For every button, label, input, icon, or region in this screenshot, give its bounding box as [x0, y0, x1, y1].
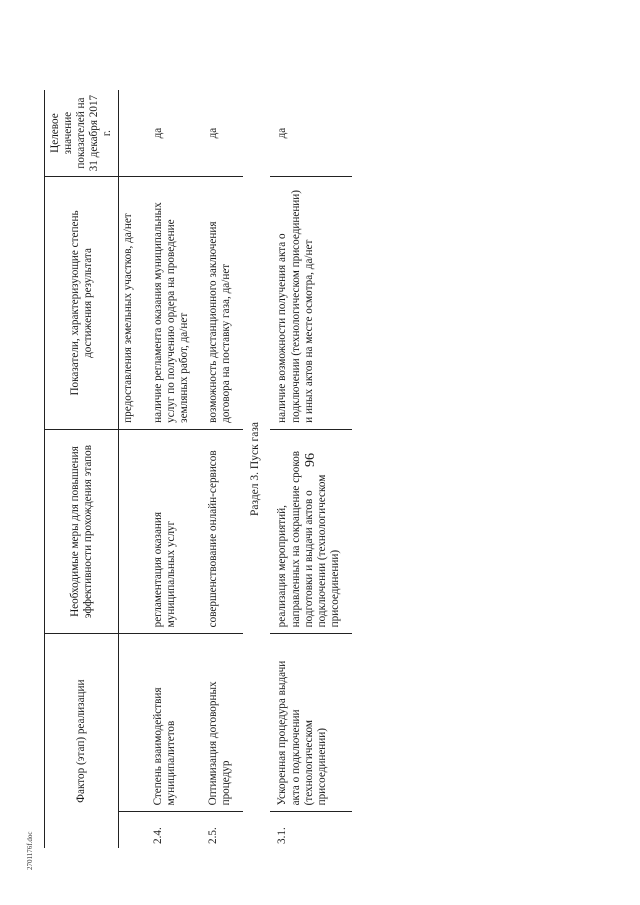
cell-measure: регламентация оказания муниципальных услуг [146, 429, 201, 634]
cell-measure: совершенствование онлайн-сервисов [201, 429, 243, 634]
cell-target [119, 90, 146, 177]
table-row-continuation [119, 90, 146, 848]
cell-indicator: возможность дистанционного заключения договора на поставку газа, да/нет [201, 177, 243, 430]
rotated-table-container [44, 90, 434, 848]
cell-target: да [146, 90, 201, 177]
cell-factor: Степень взаимодействия муниципалитетов [146, 634, 201, 812]
cell-factor: Оптимизация договорных процедур [201, 634, 243, 812]
header-target: Целевое значение показателей на 31 декабря 2017 г. [45, 90, 119, 177]
cell-factor [119, 634, 146, 812]
table-row [270, 90, 351, 848]
cell-target: да [270, 90, 351, 177]
cell-target: да [201, 90, 243, 177]
cell-indicator: наличие регламента оказания муниципальных услуг по получению ордера на проведение земляных работ, да/нет [146, 177, 201, 430]
measures-table [44, 90, 352, 848]
header-measures: Необходимые меры для повышения эффективности прохождения этапов [45, 429, 119, 634]
header-indicators: Показатели, характеризующие степень достижения результата [45, 177, 119, 430]
cell-num [119, 812, 146, 848]
table-row [201, 90, 243, 848]
cell-indicator: наличие возможности получения акта о подключении (технологическом присоединении) и иных актов на месте осмотра, да/нет [270, 177, 351, 430]
cell-num: 2.5. [206, 827, 219, 844]
table-row [146, 90, 201, 848]
cell-num: 3.1. [276, 827, 289, 844]
cell-measure [119, 429, 146, 634]
cell-factor: Ускоренная процедура выдачи акта о подключении (технологическом присоединении) [270, 634, 351, 812]
file-footer: 2701176f.doc [26, 831, 34, 870]
section-title: Раздел 3. Пуск газа [249, 422, 262, 516]
cell-measure: реализация мероприятий, направленных на сокращение сроков подготовки и выдачи актов о подключении (технологическом присоединении) [270, 429, 351, 634]
page-number: 96 [303, 453, 318, 467]
section-heading-row [243, 90, 270, 848]
table-header-row [45, 90, 119, 848]
cell-indicator: предоставления земельных участков, да/нет [119, 177, 146, 430]
cell-num: 2.4. [151, 827, 164, 844]
header-factor: Фактор (этап) реализации [45, 634, 119, 848]
